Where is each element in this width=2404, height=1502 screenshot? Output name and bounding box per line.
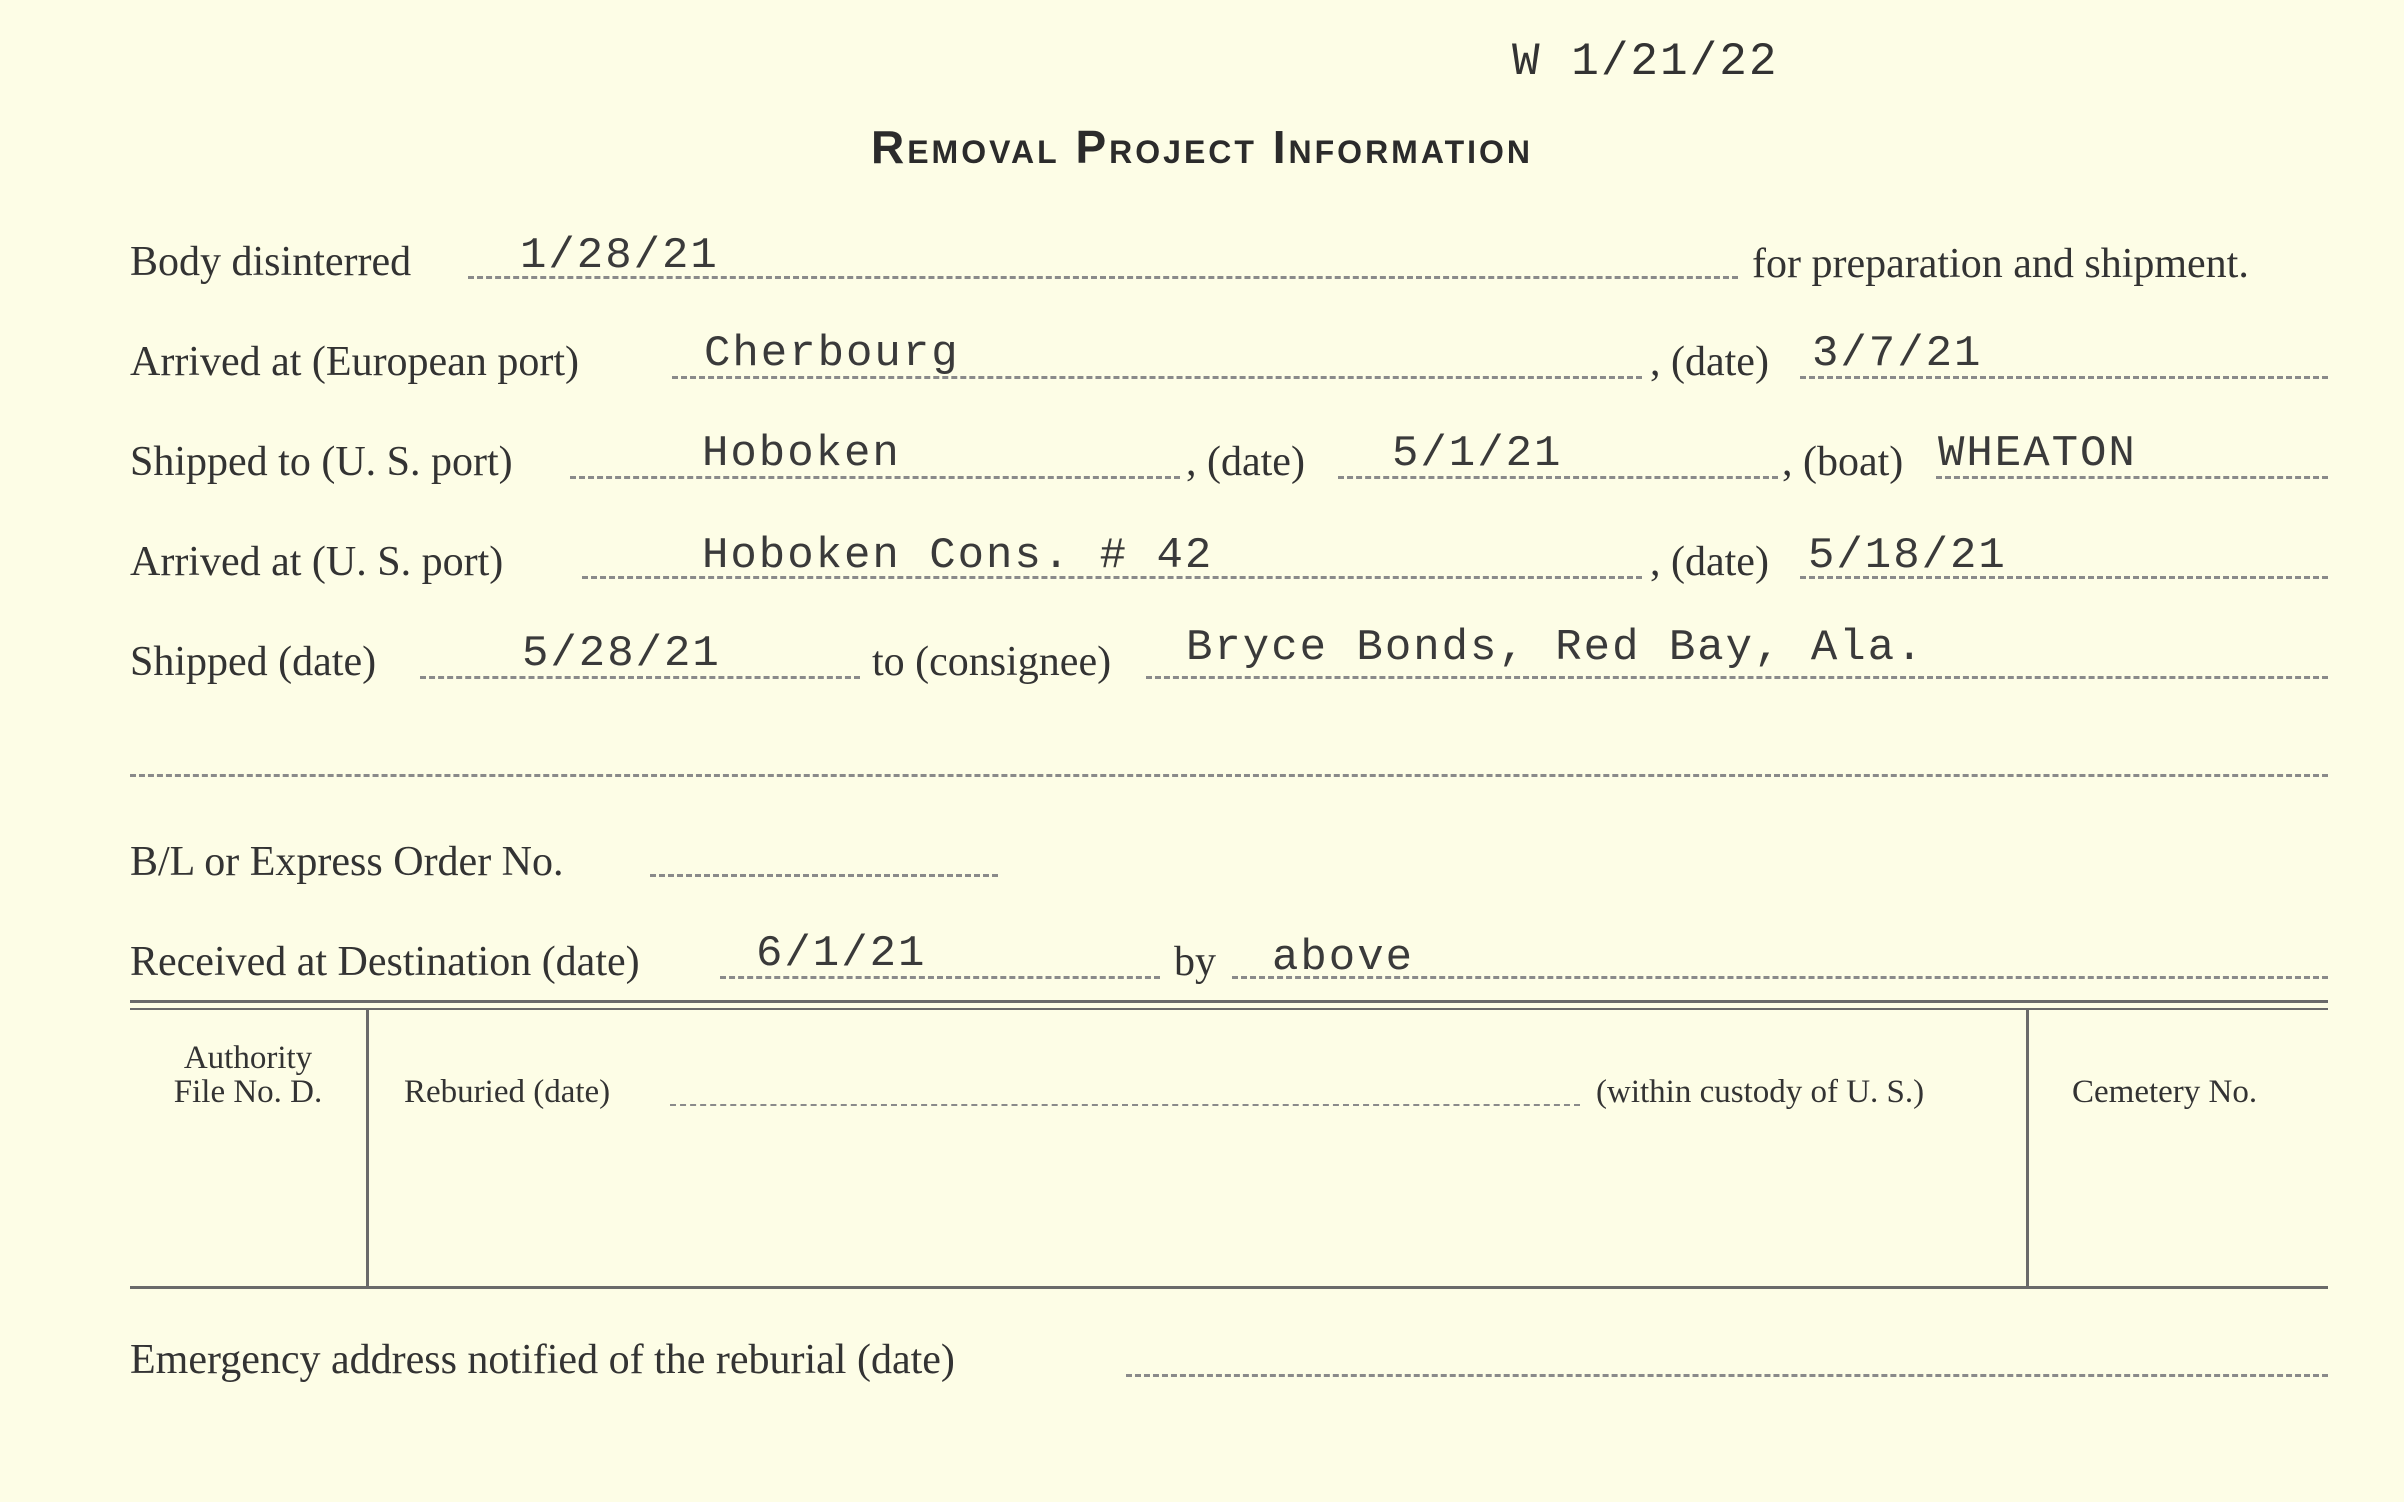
bl-label: B/L or Express Order No. xyxy=(130,839,564,885)
received-by-label: by xyxy=(1174,939,1216,985)
table-bottom-rule xyxy=(130,1286,2328,1289)
table-divider-left xyxy=(366,1010,369,1286)
boat-value: WHEATON xyxy=(1938,429,2137,479)
reburied-label: Reburied (date) xyxy=(404,1074,611,1110)
emergency-label: Emergency address notified of the reburial (date) xyxy=(130,1337,955,1383)
boat-label: , (boat) xyxy=(1782,439,1904,485)
table-divider-right xyxy=(2026,1010,2029,1286)
cemetery-label: Cemetery No. xyxy=(2072,1074,2258,1110)
body-disinterred-suffix: for preparation and shipment. xyxy=(1752,241,2249,287)
received-by-value: above xyxy=(1272,933,1415,983)
blank-line xyxy=(130,774,2328,777)
authority-label-1: Authority xyxy=(183,1040,313,1076)
arrived-european-value: Cherbourg xyxy=(704,329,960,379)
shipped-date-label: Shipped (date) xyxy=(130,639,377,685)
date-stamp: W 1/21/22 xyxy=(1512,36,1779,88)
authority-label-2: File No. D. xyxy=(173,1074,323,1110)
reburied-line xyxy=(670,1104,1580,1106)
emergency-line xyxy=(1126,1374,2328,1377)
shipped-us-label: Shipped to (U. S. port) xyxy=(130,439,513,485)
body-disinterred-value: 1/28/21 xyxy=(520,231,719,281)
shipped-us-date-value: 5/1/21 xyxy=(1392,429,1563,479)
arrived-european-date-value: 3/7/21 xyxy=(1812,329,1983,379)
body-disinterred-label: Body disinterred xyxy=(130,239,412,285)
table-top-rule-inner xyxy=(130,1008,2328,1010)
arrived-european-label: Arrived at (European port) xyxy=(130,339,579,385)
arrived-us-label: Arrived at (U. S. port) xyxy=(130,539,504,585)
shipped-us-value: Hoboken xyxy=(702,429,901,479)
arrived-us-date-value: 5/18/21 xyxy=(1808,531,2007,581)
custody-label: (within custody of U. S.) xyxy=(1596,1074,1925,1110)
received-label: Received at Destination (date) xyxy=(130,939,640,985)
arrived-european-date-label: , (date) xyxy=(1650,339,1769,385)
table-top-rule xyxy=(130,1000,2328,1003)
bl-line xyxy=(650,874,998,877)
received-value: 6/1/21 xyxy=(756,929,927,979)
shipped-date-value: 5/28/21 xyxy=(522,629,721,679)
page-title: Removal Project Information xyxy=(870,121,1534,173)
shipped-us-date-label: , (date) xyxy=(1186,439,1305,485)
arrived-us-date-label: , (date) xyxy=(1650,539,1769,585)
consignee-value: Bryce Bonds, Red Bay, Ala. xyxy=(1186,623,1925,673)
consignee-label: to (consignee) xyxy=(872,639,1112,685)
consignee-line xyxy=(1146,676,2328,679)
arrived-us-value: Hoboken Cons. # 42 xyxy=(702,531,1214,581)
